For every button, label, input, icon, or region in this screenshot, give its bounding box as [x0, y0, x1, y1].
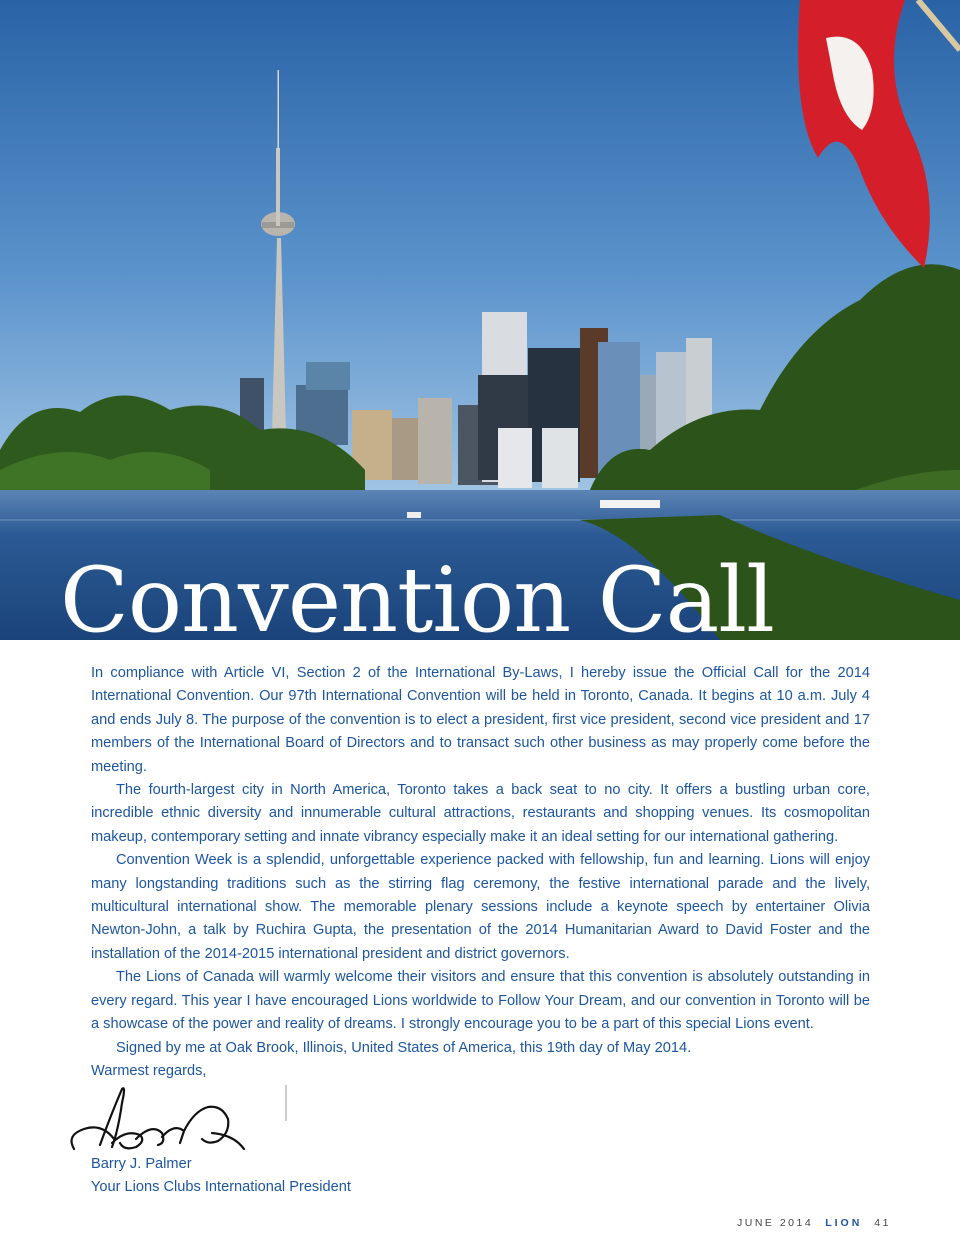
page-footer	[737, 1217, 891, 1229]
paragraph: The Lions of Canada will warmly welcome their visitors and ensure that this convention is absolutely outstanding in every regard. This year I have encouraged Lions worldwide to Follow Your Dream, and our convention in Toronto will be a showcase of the power and reality of dreams. I strongly encourage you to be a part of this special Lions event.	[91, 969, 870, 1033]
footer-date: JUNE 2014	[737, 1217, 814, 1229]
paragraph: Convention Week is a splendid, unforgettable experience packed with fellowship, fun and learning. Lions will enjoy many longstanding traditions such as the stirring flag ceremony, the festive international parade and the lively, multicultural international show. The memorable plenary sessions include a keynote speech by entertainer Olivia Newton-John, a talk by Ruchira Gupta, the presentation of the 2014 Humanitarian Award to David Foster and the installation of the 2014-2015 international president and district governors.	[91, 852, 870, 962]
page-title: Convention Call	[60, 548, 774, 653]
page-number: 41	[874, 1217, 891, 1229]
footer-publication: LION	[825, 1217, 863, 1229]
closing-salutation: Warmest regards,	[91, 1063, 207, 1079]
signature-icon	[62, 1083, 288, 1159]
signer-name: Barry J. Palmer	[91, 1156, 192, 1172]
paragraph: In compliance with Article VI, Section 2 of the International By-Laws, I hereby issue the Official Call for the 2014 International Convention. Our 97th International Convention will be held in Toronto, Canada. It begins at 10 a.m. July 4 and ends July 8. The purpose of the convention is to elect a president, first vice president, second vice president and 17 members of the International Board of Directors and to transact such other business as may properly come before the meeting.	[91, 665, 870, 775]
signer-block	[91, 1153, 351, 1200]
article-body	[91, 662, 870, 1060]
paragraph: Signed by me at Oak Brook, Illinois, United States of America, this 19th day of May 2014.	[116, 1039, 692, 1056]
signer-title: Your Lions Clubs International President	[91, 1179, 351, 1196]
paragraph: The fourth-largest city in North America, Toronto takes a back seat to no city. It offers a bustling urban core, incredible ethnic diversity and innumerable cultural attractions, restaurants and shopping venues. Its cosmopolitan makeup, contemporary setting and innate vibrancy especially make it an ideal setting for our international gathering.	[91, 782, 870, 845]
